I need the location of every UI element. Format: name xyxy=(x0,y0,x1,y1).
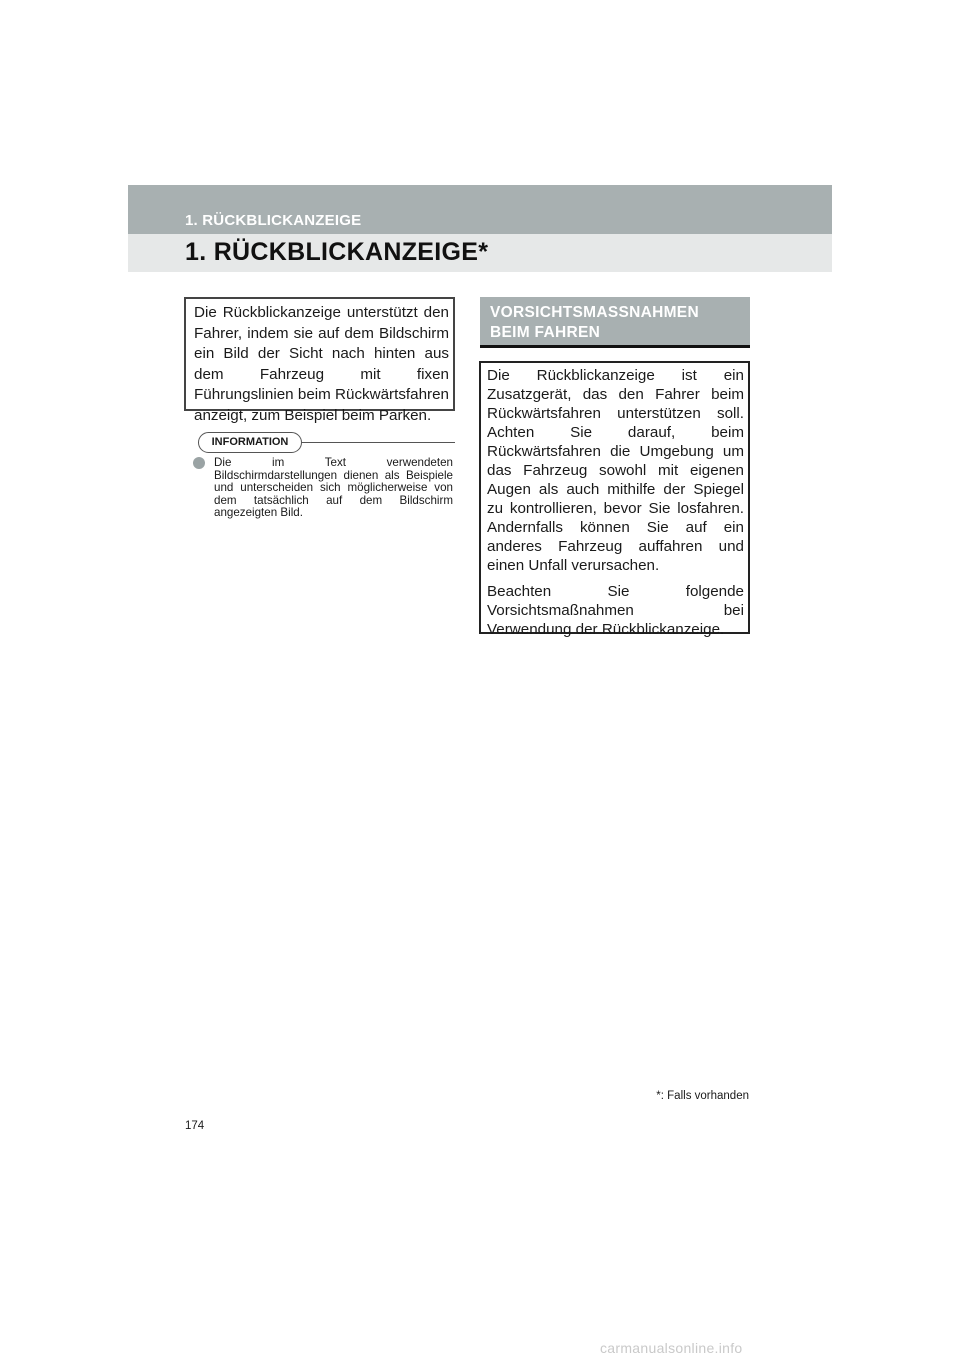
page-number: 174 xyxy=(185,1120,205,1132)
section-label: 1. RÜCKBLICKANZEIGE xyxy=(185,212,362,229)
footnote: *: Falls vorhanden xyxy=(656,1090,749,1102)
intro-box: Die Rückblickanzeige unterstützt den Fahrer, indem sie auf dem Bildschirm ein Bild der Sicht nach hinten aus dem Fahrzeug mit fixen Führungslinien beim Rückwärtsfahren anzeigt, zum Beispiel beim Parken. xyxy=(184,297,455,411)
information-label: INFORMATION xyxy=(198,432,302,453)
bullet-icon xyxy=(193,457,205,469)
caution-heading: VORSICHTSMASSNAHMEN BEIM FAHREN xyxy=(490,304,699,341)
caution-paragraph: Beachten Sie folgende Vorsichtsmaßnahmen bei Verwendung der Rückblickanzeige. xyxy=(487,583,744,638)
watermark[interactable]: carmanualsonline.info xyxy=(600,1340,743,1356)
page-title: 1. RÜCKBLICKANZEIGE* xyxy=(185,238,489,266)
caution-paragraph: Die Rückblickanzeige ist ein Zusatzgerät, das den Fahrer beim Rückwärtsfahren unterstützen soll. Achten Sie darauf, beim Rückwärtsfahren die Umgebung um das Fahrzeug sowohl mit eigenen Augen als auch mithilfe der Spiegel zu kontrollieren, bevor Sie losfahren. Andernfalls können Sie auf ein anderes Fahrzeug auffahren und einen Unfall verursachen. xyxy=(487,367,744,574)
caution-box xyxy=(479,361,750,638)
information-item: Die im Text verwendeten Bildschirmdarstellungen dienen als Beispiele und unterscheiden sich möglicherweise von dem tatsächlich auf dem Bildschirm angezeigten Bild. xyxy=(214,456,453,520)
